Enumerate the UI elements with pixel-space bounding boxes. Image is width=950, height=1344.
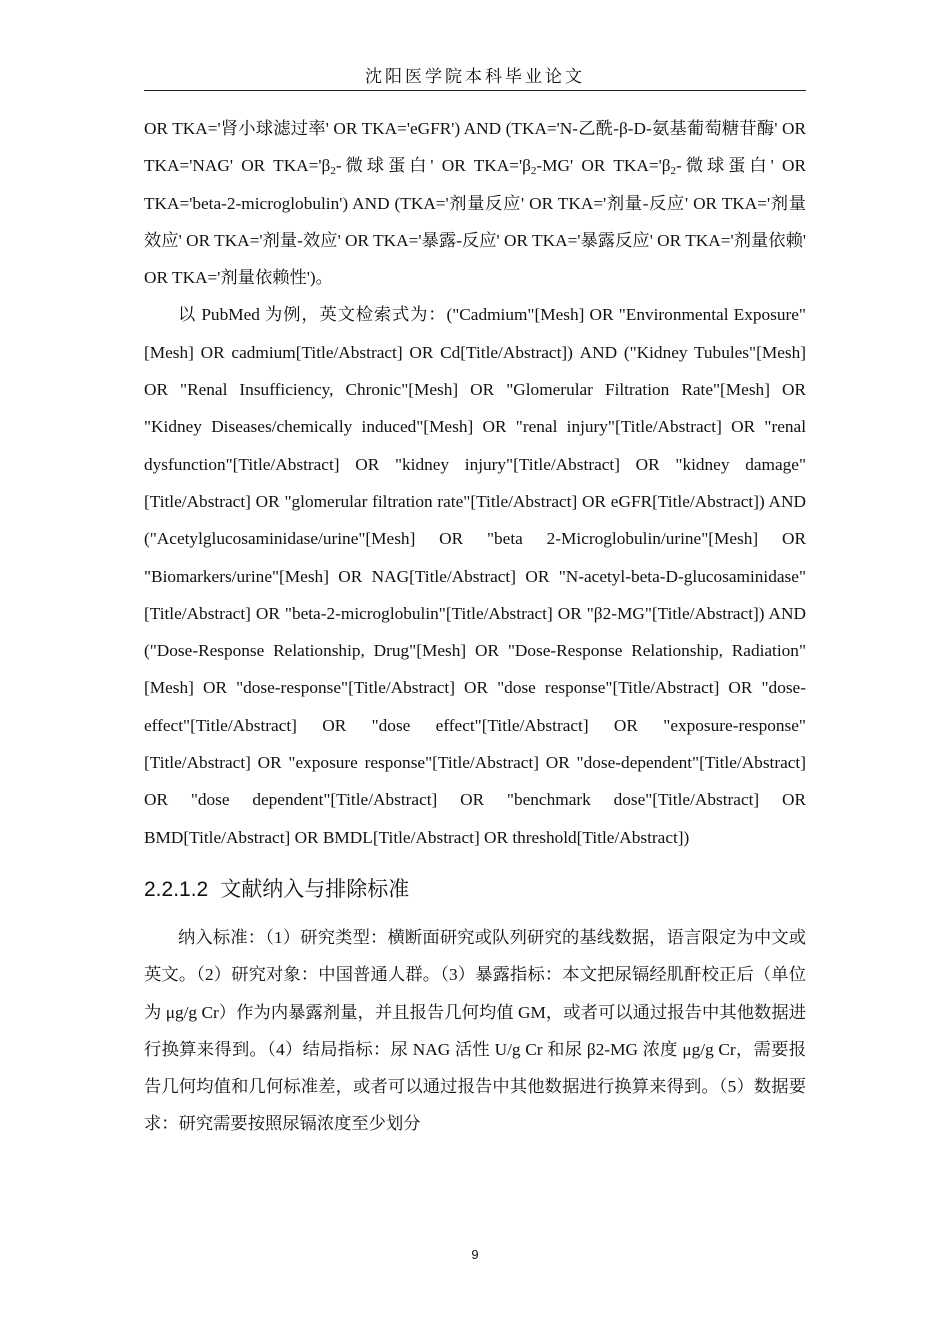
subscript: 2: [330, 165, 336, 178]
paragraph-text: -微球蛋白' OR TKA='beta-2-microglobulin') AND (TKA='剂量反应' OR TKA='剂量-反应' OR TKA='剂量效应' OR TKA='剂量-效应' OR TKA='暴露-反应' OR TKA='暴露反应' OR TKA='剂量依赖' OR TKA='剂量依赖性')。: [144, 156, 807, 288]
running-header: 沈阳医学院本科毕业论文: [365, 67, 585, 86]
search-string-paragraph: [144, 110, 806, 296]
paragraph-text: OR TKA='肾小球滤过率' OR TKA='eGFR') AND (TKA='N-乙酰-β-D-氨基葡萄糖苷酶' OR TKA='NAG' OR TKA='β: [144, 119, 806, 176]
paragraph-text: -微球蛋白' OR TKA='β: [335, 156, 531, 176]
header-divider: [144, 90, 806, 91]
subscript: 2: [670, 165, 677, 178]
section-title: 文献纳入与排除标准: [220, 876, 410, 901]
page-number: 9: [471, 1247, 479, 1262]
subscript: 2: [530, 165, 537, 178]
inclusion-criteria-paragraph: 纳入标准：（1）研究类型：横断面研究或队列研究的基线数据，语言限定为中文或英文。（2）研究对象：中国普通人群。（3）暴露指标：本文把尿镉经肌酐校正后（单位为 μg/g Cr）作为内暴露剂量，并且报告几何均值 GM，或者可以通过报告中其他数据进行换算来得到。（4）结局指标：尿 NAG 活性 U/g Cr 和尿 β2-MG 浓度 μg/g Cr，需要报告几何均值和几何标准差，或者可以通过报告中其他数据进行换算来得到。（5）数据要求：研究需要按照尿镉浓度至少划分: [144, 927, 806, 1134]
paragraph-text: -MG' OR TKA='β: [536, 156, 671, 176]
section-heading: [144, 864, 806, 915]
section-number: 2.2.1.2: [144, 877, 209, 901]
page-body: [144, 110, 806, 1143]
pubmed-query-paragraph: 以 PubMed 为例，英文检索式为：("Cadmium"[Mesh] OR "Environmental Exposure"[Mesh] OR cadmium[Title/Abstract] OR Cd[Title/Abstract]) AND ("Kidney Tubules"[Mesh] OR "Renal Insufficiency, Chronic"[Mesh] OR "Glomerular Filtration Rate"[Mesh] OR "Kidney Diseases/chemically induced"[Mesh] OR "renal injury"[Title/Abstract] OR "renal dysfunction"[Title/Abstract] OR "kidney injury"[Title/Abstract] OR "kidney damage"[Title/Abstract] OR "glomerular filtration rate"[Title/Abstract] OR eGFR[Title/Abstract]) AND ("Acetylglucosaminidase/urine"[Mesh] OR "beta 2-Microglobulin/urine"[Mesh] OR "Biomarkers/urine"[Mesh] OR NAG[Title/Abstract] OR "N-acetyl-beta-D-glucosaminidase"[Title/Abstract] OR "beta-2-microglobulin"[Title/Abstract] OR "β2-MG"[Title/Abstract]) AND ("Dose-Response Relationship, Drug"[Mesh] OR "Dose-Response Relationship, Radiation"[Mesh] OR "dose-response"[Title/Abstract] OR "dose response"[Title/Abstract] OR "dose-effect"[Title/Abstract] OR "dose effect"[Title/Abstract] OR "exposure-response"[Title/Abstract] OR "exposure response"[Title/Abstract] OR "dose-dependent"[Title/Abstract] OR "dose dependent"[Title/Abstract] OR "benchmark dose"[Title/Abstract] OR BMD[Title/Abstract] OR BMDL[Title/Abstract] OR threshold[Title/Abstract]): [144, 305, 806, 847]
